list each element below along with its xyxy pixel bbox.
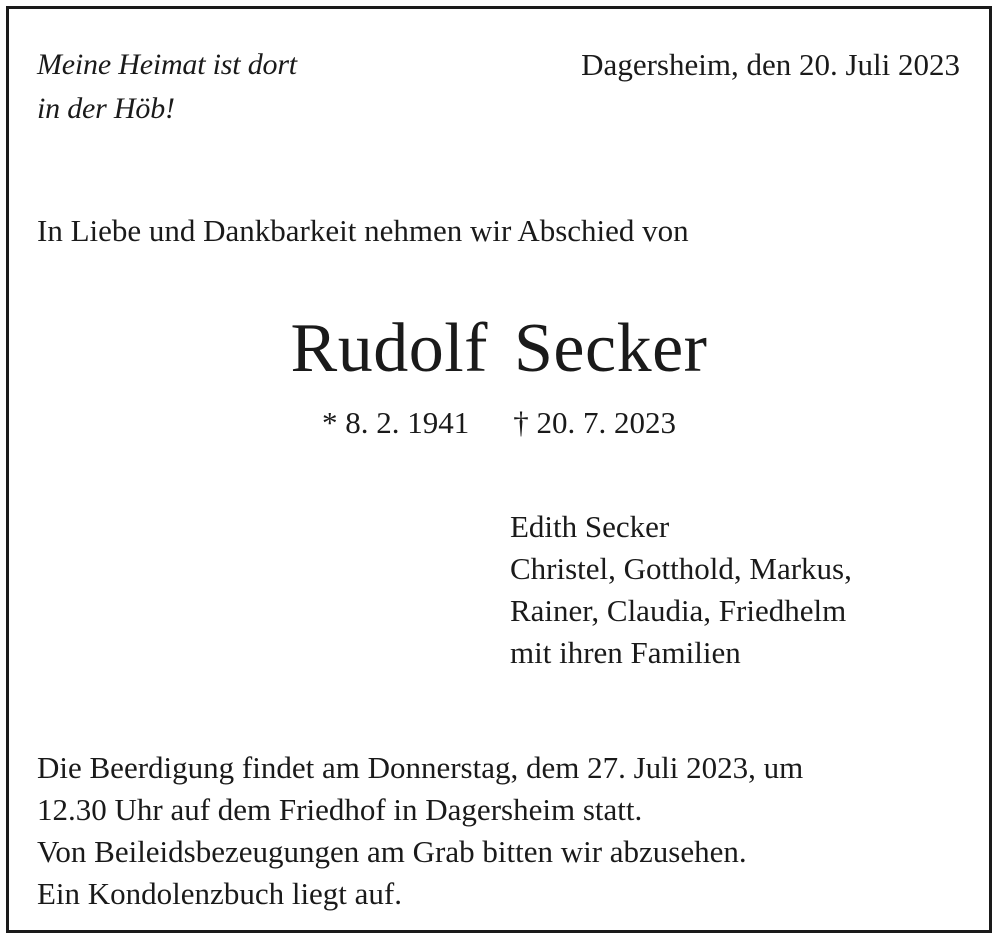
motto-line: Meine Heimat ist dort <box>37 48 297 81</box>
funeral-line: 12.30 Uhr auf dem Friedhof in Dagersheim statt. <box>37 792 643 827</box>
motto <box>37 43 297 131</box>
death-date: † 20. 7. 2023 <box>513 405 676 440</box>
motto-line: in der Höb! <box>37 92 175 125</box>
mourner-line: Edith Secker <box>510 509 670 544</box>
mourner-line: Rainer, Claudia, Friedhelm <box>510 593 847 628</box>
funeral-line: Ein Kondolenzbuch liegt auf. <box>37 876 403 911</box>
place-date: Dagersheim, den 20. Juli 2023 <box>581 47 960 82</box>
mourner-line: mit ihren Familien <box>510 635 741 670</box>
birth-date: * 8. 2. 1941 <box>322 405 470 440</box>
funeral-notice <box>37 747 803 915</box>
deceased-first-name: Rudolf <box>290 310 488 387</box>
deceased-name <box>9 307 989 391</box>
mourner-line: Christel, Gotthold, Markus, <box>510 551 852 586</box>
obituary-frame <box>6 6 992 933</box>
life-dates <box>9 401 989 445</box>
mourners-list <box>510 506 852 674</box>
intro-text: In Liebe und Dankbarkeit nehmen wir Abschied von <box>37 213 689 248</box>
funeral-line: Von Beileidsbezeugungen am Grab bitten wir abzusehen. <box>37 834 747 869</box>
funeral-line: Die Beerdigung findet am Donnerstag, dem 27. Juli 2023, um <box>37 750 804 785</box>
deceased-last-name: Secker <box>514 310 708 387</box>
